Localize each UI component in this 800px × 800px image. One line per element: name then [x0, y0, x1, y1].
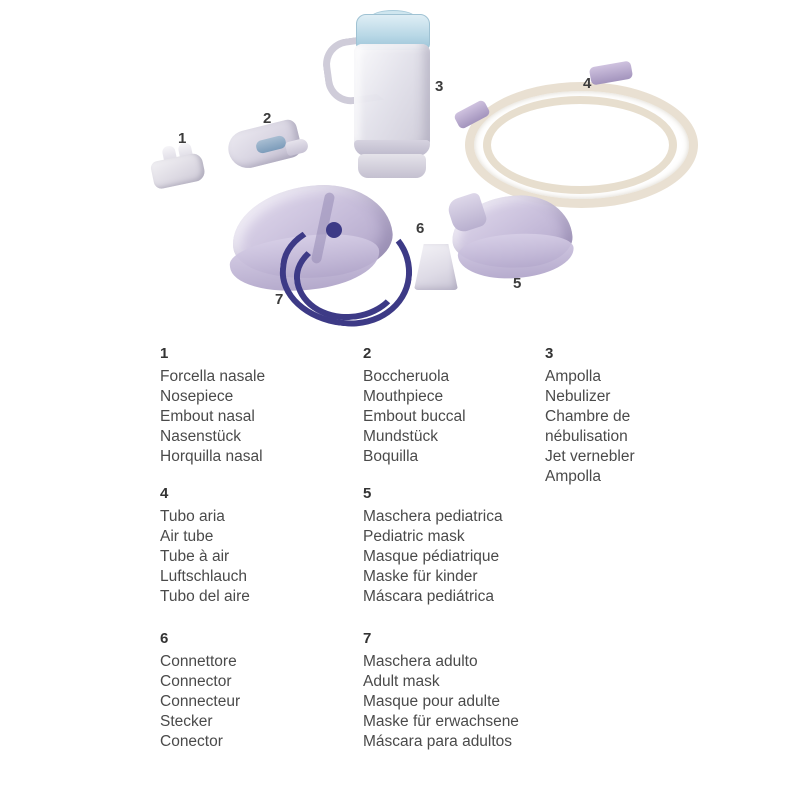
legend-translation-line: Nebulizer — [545, 388, 611, 405]
legend-translations — [160, 367, 265, 467]
legend-translation-line: Tube à air — [160, 548, 230, 565]
legend-item-air-tube — [160, 485, 250, 607]
legend-translation-line: Connettore — [160, 653, 237, 670]
legend-translation-line: Embout buccal — [363, 408, 466, 425]
legend-item-pediatric-mask — [363, 485, 503, 607]
nosepiece-body — [150, 152, 207, 190]
legend-translation-line: Stecker — [160, 713, 213, 730]
legend-translation-line: Embout nasal — [160, 408, 255, 425]
illustration-area — [0, 0, 800, 340]
legend-translation-line: Maschera adulto — [363, 653, 478, 670]
legend-translation-line: Connecteur — [160, 693, 241, 710]
legend-translation-line: Tubo del aire — [160, 588, 250, 605]
legend-translation-line: Máscara pediátrica — [363, 588, 494, 605]
legend-translation-line: Nosepiece — [160, 388, 234, 405]
part-mouthpiece — [228, 118, 318, 178]
legend-translation-line: Mouthpiece — [363, 388, 444, 405]
legend-translation-line: Boquilla — [363, 448, 419, 465]
legend-translations — [160, 507, 250, 607]
legend-translation-line: Masque pédiatrique — [363, 548, 500, 565]
legend-translations — [545, 367, 635, 487]
legend-translation-line: Masque pour adulte — [363, 693, 501, 710]
legend-translation-line: Chambre de — [545, 408, 631, 425]
nebulizer-base — [358, 154, 426, 178]
legend-number: 3 — [545, 345, 554, 362]
part-nosepiece — [148, 143, 210, 191]
legend-number: 2 — [363, 345, 372, 362]
legend-item-nosepiece — [160, 345, 265, 467]
legend-translation-line: Jet vernebler — [545, 448, 635, 465]
callout-6: 6 — [416, 220, 425, 237]
legend-number: 1 — [160, 345, 169, 362]
air-tube-coil-inner — [483, 96, 677, 194]
air-tube-connector-right — [589, 60, 633, 85]
nebulizer-jar — [354, 44, 430, 154]
part-air-tube — [455, 70, 705, 200]
legend-number: 5 — [363, 485, 372, 502]
legend-translations — [160, 652, 240, 752]
part-nebulizer-ampoule — [330, 10, 460, 190]
legend-translation-line: Mundstück — [363, 428, 438, 445]
legend-number: 6 — [160, 630, 169, 647]
legend-translation-line: Boccheruola — [363, 368, 450, 385]
legend-translation-line: Ampolla — [545, 468, 601, 485]
legend-translation-line: Ampolla — [545, 368, 601, 385]
legend-translations — [363, 507, 503, 607]
part-adult-mask — [222, 178, 425, 318]
callout-4: 4 — [583, 75, 592, 92]
legend-translations — [363, 367, 466, 467]
part-pediatric-mask — [448, 190, 598, 300]
legend-translations — [363, 652, 519, 752]
callout-3: 3 — [435, 78, 444, 95]
callout-1: 1 — [178, 130, 187, 147]
legend-translation-line: Máscara para adultos — [363, 733, 513, 750]
legend-item-nebulizer — [545, 345, 635, 487]
legend-translation-line: Horquilla nasal — [160, 448, 263, 465]
legend-translation-line: Maschera pediatrica — [363, 508, 503, 525]
legend-item-mouthpiece — [363, 345, 466, 467]
legend-translation-line: nébulisation — [545, 428, 628, 445]
legend-translation-line: Adult mask — [363, 673, 440, 690]
legend-translation-line: Forcella nasale — [160, 368, 266, 385]
adult-mask-strap-knob — [326, 222, 342, 238]
legend-translation-line: Maske für erwachsene — [363, 713, 519, 730]
legend-translation-line: Conector — [160, 733, 223, 750]
legend-translation-line: Air tube — [160, 528, 214, 545]
legend-number: 7 — [363, 630, 372, 647]
legend-translation-line: Maske für kinder — [363, 568, 478, 585]
legend-translation-line: Connector — [160, 673, 232, 690]
legend-translation-line: Pediatric mask — [363, 528, 465, 545]
legend-translation-line: Luftschlauch — [160, 568, 248, 585]
legend-translation-line: Tubo aria — [160, 508, 225, 525]
legend-item-connector — [160, 630, 240, 752]
callout-7: 7 — [275, 291, 284, 308]
legend-translation-line: Nasenstück — [160, 428, 241, 445]
legend-number: 4 — [160, 485, 169, 502]
callout-2: 2 — [263, 110, 272, 127]
callout-5: 5 — [513, 275, 522, 292]
legend-item-adult-mask — [363, 630, 519, 752]
